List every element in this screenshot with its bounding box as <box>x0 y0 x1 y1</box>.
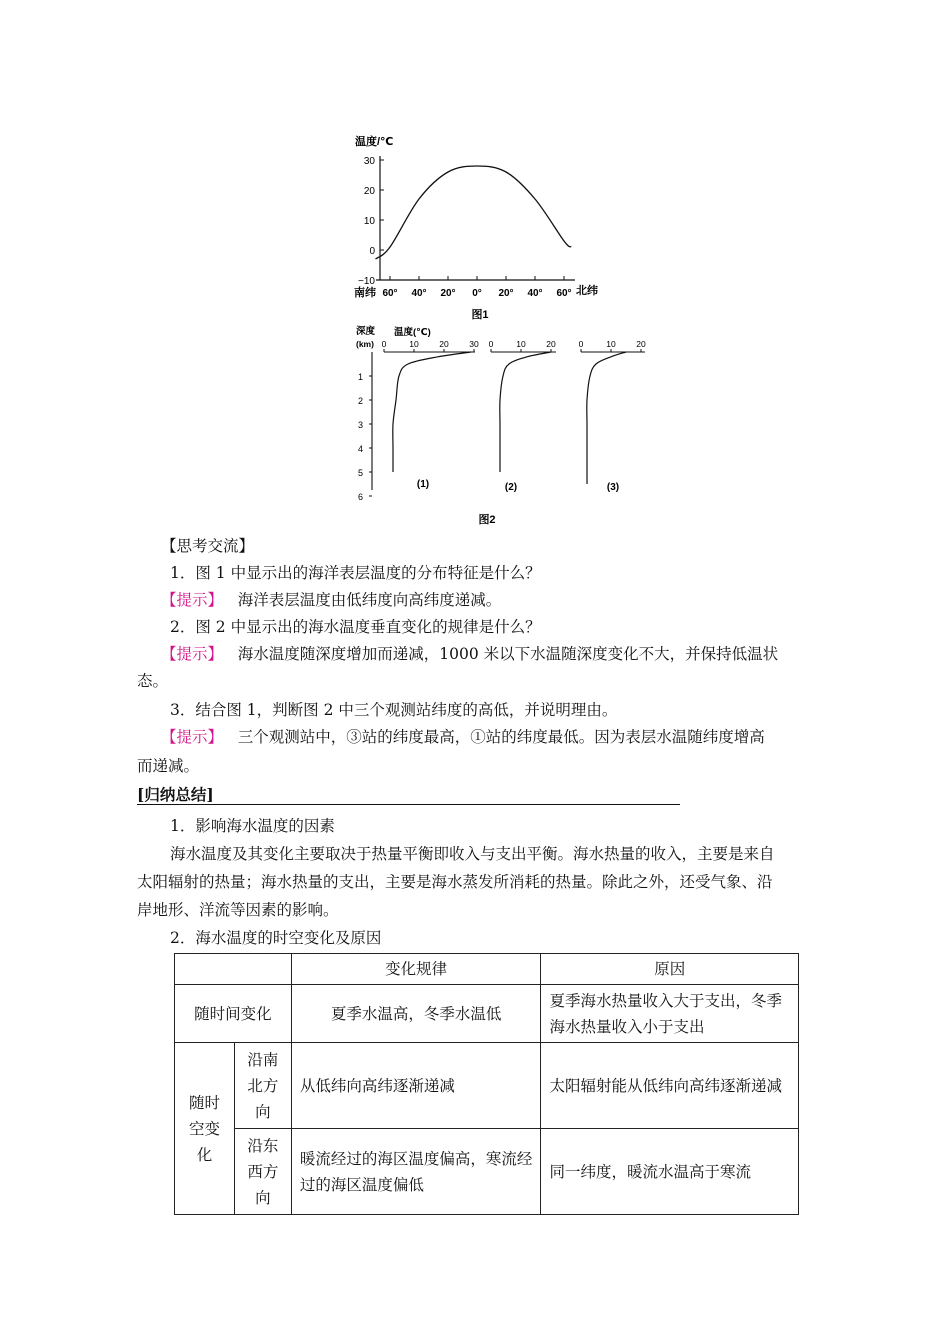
question-2: 2．图 2 中显示出的海水温度垂直变化的规律是什么？ <box>170 618 541 636</box>
fig1-y-tick-label: 0 <box>369 246 375 257</box>
summary-item-1-line3: 岸地形、洋流等因素的影响。 <box>137 901 339 919</box>
fig2-depth-tick-label: 4 <box>357 444 363 454</box>
fig1-x-right-label: 北纬 <box>576 285 598 297</box>
fig2-temp-tick-label: 10 <box>409 339 419 349</box>
answer-1 <box>161 587 501 613</box>
temperature-variation-table <box>174 953 799 1215</box>
fig2-depth-label: 深度 <box>356 326 376 337</box>
fig1-caption: 图1 <box>471 309 489 321</box>
fig2-temp-tick-label: 0 <box>578 339 584 349</box>
fig2-temp-tick-label: 10 <box>606 339 616 349</box>
fig2-station2-label: (2) <box>504 482 518 493</box>
fig1-x-tick-label: 60° <box>382 288 398 299</box>
fig2-temp-tick-label: 20 <box>636 339 646 349</box>
fig2-depth-tick-label: 6 <box>357 492 363 502</box>
fig1-x-tick-label: 40° <box>527 288 543 299</box>
answer-2-cont: 态。 <box>137 672 169 690</box>
fig2-temp-label: 温度(℃) <box>394 327 431 338</box>
fig2-station3-temp-axis <box>579 339 646 352</box>
fig2-temp-tick-label: 0 <box>381 339 387 349</box>
table-cell-reason: 太阳辐射能从低纬向高纬逐渐递减 <box>541 1043 799 1129</box>
summary-item-1-title: 1．影响海水温度的因素 <box>170 817 335 835</box>
fig1-y-tick-label: 10 <box>363 216 375 227</box>
table-sub-label: 沿南北方向 <box>234 1043 291 1129</box>
fig1-temperature-curve <box>376 166 572 259</box>
fig1-x-tick-label: 0° <box>472 288 482 299</box>
summary-item-1-line1: 海水温度及其变化主要取决于热量平衡即收入与支出平衡。海水热量的收入，主要是来自 <box>170 845 775 863</box>
answer-2-text: 海水温度随深度增加而递减，1000 米以下水温随深度变化不大，并保持低温状 <box>237 645 779 663</box>
fig2-temp-tick-label: 0 <box>488 339 494 349</box>
table-header-row <box>175 954 799 985</box>
table-cell-reason: 夏季海水热量收入大于支出，冬季海水热量收入小于支出 <box>541 985 799 1043</box>
question-1: 1．图 1 中显示出的海洋表层温度的分布特征是什么？ <box>170 564 541 582</box>
fig1-y-tick-label: 20 <box>363 186 375 197</box>
fig1-y-axis-label: 温度/℃ <box>355 136 394 148</box>
section-title: 【思考交流】 <box>161 537 255 555</box>
table-corner-cell <box>175 954 292 985</box>
fig2-temp-tick-label: 20 <box>439 339 449 349</box>
fig2-station3-label: (3) <box>606 482 620 493</box>
answer-1-text: 海洋表层温度由低纬度向高纬度递减。 <box>237 591 502 609</box>
fig2-temp-tick-label: 30 <box>469 339 479 349</box>
fig2-temp-tick-label: 20 <box>546 339 556 349</box>
table-row-label: 随时空变化 <box>175 1043 235 1215</box>
fig2-depth-tick-label: 1 <box>357 372 363 382</box>
table-row <box>175 1043 799 1129</box>
fig2-temp-tick-label: 10 <box>516 339 526 349</box>
fig2-caption: 图2 <box>478 514 496 526</box>
answer-3-cont: 而递减。 <box>137 757 200 775</box>
fig2-depth-tick-label: 5 <box>357 468 363 478</box>
fig2-station2-curve <box>500 352 551 472</box>
summary-title: [归纳总结] <box>137 785 214 804</box>
fig1-x-tick-label: 40° <box>411 288 427 299</box>
hint-tag: 【提示】 <box>161 645 224 663</box>
fig1-x-left-label: 南纬 <box>354 287 376 299</box>
fig2-station1-label: (1) <box>416 479 430 490</box>
fig1-y-tick-label: −10 <box>358 276 375 287</box>
hint-tag: 【提示】 <box>161 591 224 609</box>
figure-1-sea-surface-temperature-chart <box>340 128 620 328</box>
fig1-y-tick-label: 30 <box>363 156 375 167</box>
answer-3 <box>161 724 765 750</box>
table-cell-rule: 暖流经过的海区温度偏高，寒流经过的海区温度偏低 <box>291 1129 541 1215</box>
summary-item-1-line2: 太阳辐射的热量；海水热量的支出，主要是海水蒸发所消耗的热量。除此之外，还受气象、沿 <box>137 873 773 891</box>
answer-3-text: 三个观测站中，③站的纬度最高，①站的纬度最低。因为表层水温随纬度增高 <box>237 728 765 746</box>
fig2-depth-tick-label: 3 <box>357 420 363 430</box>
table-header-rule: 变化规律 <box>291 954 541 985</box>
question-3: 3．结合图 1，判断图 2 中三个观测站纬度的高低，并说明理由。 <box>170 701 618 719</box>
table-sub-label: 沿东西方向 <box>234 1129 291 1215</box>
fig2-depth-ticks <box>358 372 372 502</box>
table-cell-reason: 同一纬度，暖流水温高于寒流 <box>541 1129 799 1215</box>
summary-underline <box>137 804 680 805</box>
table-header-reason: 原因 <box>541 954 799 985</box>
summary-item-2-title: 2．海水温度的时空变化及原因 <box>170 929 382 947</box>
fig1-x-tick-label: 60° <box>556 288 572 299</box>
fig2-station2-temp-axis <box>489 339 556 352</box>
hint-tag: 【提示】 <box>161 728 224 746</box>
table-row <box>175 985 799 1043</box>
table-cell-rule: 从低纬向高纬逐渐递减 <box>291 1043 541 1129</box>
fig2-station3-curve <box>587 352 626 484</box>
table-cell-rule: 夏季水温高，冬季水温低 <box>291 985 541 1043</box>
fig2-station1-temp-axis <box>382 339 479 352</box>
fig1-x-tick-label: 20° <box>498 288 514 299</box>
fig2-depth-tick-label: 2 <box>357 396 363 406</box>
figure-2-vertical-temperature-profiles <box>350 322 660 532</box>
table-row <box>175 1129 799 1215</box>
table-row-label: 随时间变化 <box>175 985 292 1043</box>
fig2-depth-unit: (km) <box>356 339 374 349</box>
answer-2 <box>161 641 778 667</box>
fig1-x-tick-label: 20° <box>440 288 456 299</box>
fig2-station1-curve <box>393 352 471 472</box>
